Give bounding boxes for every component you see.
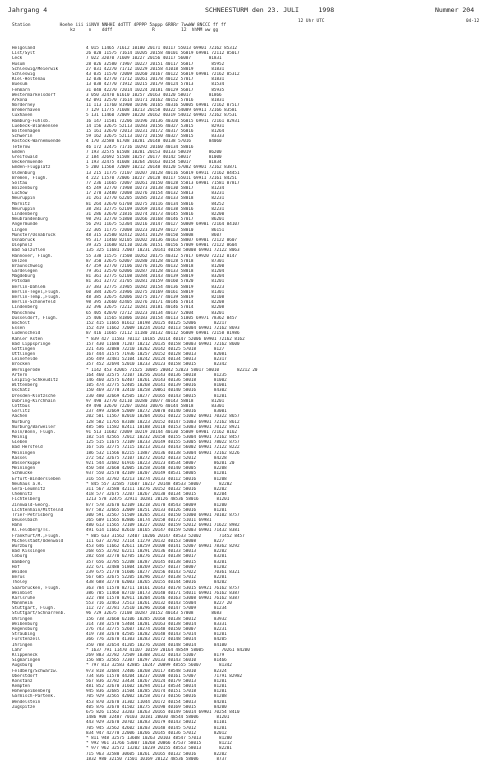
station-name: Chemnitz — [12, 492, 33, 498]
station-row — [12, 757, 492, 762]
station-values: 4 170 32580 61708 10281 20148 40138 57016 84060 — [86, 139, 222, 145]
station-name: Braunschweig — [12, 263, 43, 269]
station-values: 15 161 32670 72013 10231 20172 40317 56016 81264 — [86, 129, 225, 134]
station-name: Lahr — [12, 647, 23, 653]
station-name: Meinig — [12, 435, 28, 441]
station-name: Hohenpeißenberg — [12, 689, 51, 695]
station-values: * 811 948 32575 13608 10263 20103 48547 57013 81200 — [86, 735, 232, 741]
issue-label: Jahrgang 4 — [8, 6, 48, 14]
station-name: Lingen — [12, 227, 28, 233]
station-values: 87 416 11665 72112 11180 20132 40112 56009 69901 72158 81986 — [86, 331, 240, 337]
station-values: * 839 427 11583 70112 10185 20114 40147 52006 69901 72162 8162 — [86, 336, 245, 342]
station-values: 60 384 32675 31906 10275 20169 40161 58019 81301 — [86, 289, 225, 295]
document-title: SCHNEESTURM den 23. JULI 1998 — [205, 6, 335, 14]
station-values: 921 544 32682 61916 10223 20123 48534 58007 86201 20 — [86, 461, 235, 466]
station-name: Husum — [12, 61, 25, 67]
station-values: 366 776 32670 41303 10283 20172 40148 58014 84205 — [86, 637, 227, 643]
station-values: 5 131 11460 72009 10220 20162 40319 54012 69901 72162 87531 — [86, 113, 237, 119]
station-values: * 1637 791 11470 41107 10159 20164 48549 58005 70261 84200 — [86, 647, 250, 653]
station-name: Hahn — [12, 523, 23, 529]
station-name: Görlitz — [12, 409, 30, 415]
station-values: 237 499 32669 52009 10272 20070 40140 58016 83001 — [86, 409, 227, 415]
station-values: 357 452 32694 52010 10233 20123 40158 58015 82342 — [86, 362, 227, 368]
station-name: Garmisch-Partenk. — [12, 694, 56, 700]
station-name: Teterow — [12, 144, 30, 150]
station-values: 480 613 11565 72109 10227 20102 40159 52012 69901 71622 8982 — [86, 523, 240, 529]
station-name: Würzburg — [12, 544, 33, 549]
station-values: 16 147 11581 72206 10196 20136 40320 56015 69911 72161 82931 — [86, 118, 240, 124]
station-values: 48 315 32580 82412 10241 20129 40150 58008 8607 — [86, 232, 225, 238]
station-name: Klippeneck — [12, 652, 38, 658]
station-values: 167 444 31575 71936 10257 20152 40128 58013 82081 — [86, 352, 227, 358]
station-values: 715 963 32580 30605 10261 20165 40132 58016 82202 — [86, 751, 227, 757]
station-values: 7 193 32575 61508 10281 20153 40133 58019 86200 — [86, 149, 222, 155]
station-name: Weiden — [12, 569, 28, 575]
station-values: 39 325 11680 82110 10236 20151 40156 57009 69901 72122 8604 — [86, 243, 237, 249]
station-name: Oschatz — [12, 388, 30, 394]
station-values: * 1142 453 42065 71525 10085 20042 52023 58017 58010 82212 20 — [86, 367, 258, 373]
station-name: Kassel — [12, 455, 28, 461]
station-name: Hannover, Flugh. — [12, 253, 53, 259]
station-values: 77 236 11665 72007 10261 20150 40128 55013 69901 71581 87817 — [86, 180, 240, 186]
station-name: Berlin-Schönefeld — [12, 300, 56, 306]
station-name — [12, 757, 86, 762]
station-name: Emden-Flugplatz — [12, 165, 51, 171]
station-name: Deuselbach — [12, 518, 38, 524]
station-values: 481 852 32670 31602 10294 20113 48534 58014 81201 — [86, 684, 227, 690]
station-values: 150 469 32770 32410 10258 20061 40140 58016 84302 — [86, 388, 227, 394]
station-name: Bad Lippspringe — [12, 341, 51, 347]
column-header — [12, 23, 226, 33]
station-name: Magdeburg — [12, 274, 36, 280]
station-name: Artern — [12, 372, 28, 378]
station-values: 152 419 11662 72009 10224 20142 40113 56004 69901 72162 8693 — [86, 326, 240, 332]
station-values: 734 836 11570 44204 10237 20108 40161 57007 71791 82982 — [86, 673, 243, 679]
station-name: Rostock-Warnemuende — [12, 139, 61, 145]
station-name: Bad Hersfeld — [12, 445, 43, 451]
station-values: 112 727 32781 72510 10296 20160 40147 57009 81234 — [86, 606, 227, 612]
station-values: 268 655 32782 62211 10291 20136 40133 58013 82202 — [86, 549, 227, 555]
column-header-line-2: kz n ddff R 12 hhMM ww gg — [12, 28, 219, 33]
station-values: 13 215 11775 72107 10207 20128 40116 56019 69911 72162 84451 — [86, 170, 240, 176]
station-values: 45 249 32770 71908 10273 20138 40130 58017 81234 — [86, 186, 225, 192]
station-name: Emden — [12, 149, 25, 155]
station-name: Oldenburg — [12, 170, 36, 176]
station-name: Kl.Feldberg/Ts. — [12, 528, 51, 534]
station-name: Helgoland — [12, 46, 36, 51]
station-values: 14 156 32675 52113 10283 20156 40327 53015 82931 — [86, 123, 225, 129]
station-name: Bremerhaven — [12, 108, 41, 114]
station-name: Meiningen — [12, 466, 36, 472]
station-name: Schleswig/Meierwik — [12, 66, 59, 72]
station-name: Berlin-Dahlem — [12, 284, 46, 290]
station-name: Cottbus — [12, 403, 30, 409]
station-name: Stuttgart, Flugh. — [12, 606, 56, 612]
station-name: Leipzig-Schkeuditz — [12, 378, 59, 383]
station-name: Soltau — [12, 180, 28, 186]
station-values: 56 291 11675 52304 10216 20147 40127 50009 69901 72164 84107 — [86, 222, 240, 228]
report-code: 04-12 — [466, 19, 480, 24]
station-values: 316 554 32782 42213 10274 20133 40112 58016 81208 — [86, 476, 227, 482]
station-name: Gardelegen — [12, 269, 38, 275]
station-values: 25 406 11565 81806 10183 20154 40113 51005 69971 78362 8457 — [86, 315, 237, 321]
station-name: Schmücke — [12, 471, 33, 477]
station-name: Wernigerode — [12, 367, 41, 373]
station-values: 59 162 32675 52113 10272 20150 40327 58015 83333 — [86, 134, 225, 140]
station-name: Neubrandenburg — [12, 217, 48, 223]
station-name: Meiningen — [12, 450, 36, 456]
column-header-line-1: Station Hoehe iii iiNVV NNHHI ddTTT 4PPPP 5appp 6RRRr 7wwWW 8NCCC ff ff — [12, 23, 227, 28]
station-values: 98 395 32660 42405 10276 20171 40146 57014 82208 — [86, 300, 225, 306]
station-values: 553 716 32463 72513 10261 20132 40143 55004 8227 20 — [86, 601, 232, 607]
station-values: 5 200 11568 72009 10212 20148 40120 57002 69901 72162 83871 — [86, 165, 237, 171]
station-values: 1832 980 32150 71501 10169 20122 48536 58006 8737 — [86, 756, 230, 762]
station-name: Bad Salzuflen — [12, 248, 46, 254]
station-values: 221 436 32080 72210 10262 20142 40125 57018 8127 — [86, 346, 225, 352]
station-values: 567 836 32782 33434 10267 20124 40179 58013 81201 — [86, 678, 227, 684]
station-name: Manschnow — [12, 310, 36, 316]
station-name: Dresden-Klotzsche — [12, 393, 56, 399]
station-name: Tholey — [12, 580, 28, 586]
station-values: 405 876 32670 41502 10275 20190 40169 58015 84200 — [86, 704, 227, 710]
station-values: 386 705 11460 82710 10173 20140 40171 54011 69901 76162 8387 — [86, 590, 240, 596]
station-values: 419 738 32670 42505 10282 20148 40143 57014 81201 — [86, 632, 227, 638]
station-values: 95 317 11460 82105 10202 20136 40163 58007 69901 72122 8607 — [86, 237, 237, 243]
station-name: Angermünde — [12, 222, 38, 228]
station-name: Weinbiet — [12, 590, 33, 596]
station-values: 31 040 42270 72014 10224 20181 40129 56017 85935 — [86, 87, 225, 93]
station-values: 42 091 32570 71614 10171 20162 40152 57016 81831 — [86, 97, 225, 103]
station-values: 96 729 32675 72108 10287 20152 40143 57008 8683 — [86, 611, 222, 617]
station-values: 300 591 32567 51509 10265 20131 40150 51000 69901 70102 8757 — [86, 512, 240, 518]
station-name: Gera-Leumnitz — [12, 486, 46, 492]
station-values: 239 675 21770 51606 10277 20156 40143 57022 70361 8321 — [86, 569, 240, 575]
station-values: 265 609 11565 82806 10174 20158 40172 51011 69981 — [86, 518, 230, 524]
station-values: 7 129 11775 71608 10213 20158 40322 54009 69911 72166 83581 — [86, 108, 237, 114]
station-name: Bocholt — [12, 320, 30, 326]
station-values: 46 172 32475 71716 10292 20160 40134 58016 — [86, 144, 212, 150]
station-values: 1213 578 32475 32911 10281 20126 48536 58016 81201 — [86, 497, 230, 503]
station-values: 186 532 11566 82215 11887 20136 40138 53004 69901 72162 8226 — [86, 450, 240, 456]
station-values: 4 015 11465 71612 10180 20171 40117 55013 69901 72162 85312 — [86, 46, 237, 51]
station-name: Regensburg — [12, 627, 38, 632]
station-name: Stuttgart/Schnarrenb. — [12, 611, 66, 617]
station-values: 26 020 11575 71614 10205 20158 40101 56019 69901 72112 85017 — [86, 51, 240, 57]
station-values: 81 361 32775 62108 10284 20143 40139 58019 83204 — [86, 274, 225, 280]
station-values: 485 506 11582 82411 10188 20110 40153 53003 69901 70122 8921 — [86, 424, 240, 430]
station-name: Cuxhaven — [12, 113, 33, 119]
station-name: Lindenberg — [12, 305, 38, 311]
station-values: 945 836 32685 31504 10285 20174 40151 57018 81201 — [86, 689, 227, 695]
station-name: Lüchow — [12, 191, 28, 197]
station-name: Lichtenhain/Mittelnd — [12, 507, 64, 513]
station-values: 135 325 11681 72007 10231 20141 40158 58008 69901 72122 8063 — [86, 248, 240, 254]
station-values: 81 264 32670 61708 10275 20116 40134 58016 84252 — [86, 201, 225, 207]
station-name: Berlin-Temp.,Flugh. — [12, 295, 61, 300]
station-name: Neuruppin — [12, 206, 36, 212]
station-values: 356 449 32481 52104 10242 20124 40134 58013 82317 — [86, 357, 227, 363]
station-values: 12 036 42770 71712 10261 20178 40122 57017 81831 — [86, 77, 225, 83]
station-name: Brocken — [12, 362, 30, 368]
station-name: Berus — [12, 575, 25, 581]
station-name: Leck — [12, 56, 23, 62]
station-values: 27 031 42270 71712 10229 20158 41018 58019 81831 — [86, 66, 225, 72]
station-values: 55 338 11575 71508 10262 20175 40312 57017 69920 72212 8147 — [86, 253, 237, 259]
station-values: 675 826 11562 33203 10263 20165 40149 56014 69901 70254 8410 — [86, 710, 240, 715]
station-values: 491 614 11662 82610 10165 20147 40159 52003 69901 71432 8381 — [86, 528, 240, 534]
station-values: 438 688 32770 62003 10265 20155 40144 58016 84202 — [86, 580, 227, 586]
station-name: Gießen — [12, 440, 28, 446]
station-values: 87 350 32675 62007 10280 20128 40128 57018 87301 — [86, 258, 225, 264]
station-name: Hof — [12, 564, 20, 570]
station-values: * 797 813 32583 42805 10247 20099 48555 56007 81342 — [86, 663, 232, 669]
station-values: 4 222 11570 72006 10227 20128 40117 55011 69911 72161 84251 — [86, 175, 237, 181]
station-values: 7 022 32070 71609 10227 20156 40117 56007 81831 — [86, 56, 222, 62]
station-values: 31 261 32770 62205 10285 20123 40133 58018 82231 — [86, 196, 225, 202]
station-name: Neuruppin — [12, 196, 36, 202]
station-values: 156 738 32660 62106 10285 20168 40138 58012 83932 — [86, 616, 227, 622]
station-name: Potsdam — [12, 279, 30, 285]
station-values: 47 359 32770 72106 10276 20126 40132 58018 81200 — [86, 263, 225, 269]
station-name: Mannheim — [12, 601, 33, 607]
station-values: 877 582 32665 32009 10251 20133 40126 58016 81201 — [86, 507, 227, 513]
station-name: Fichtelberg — [12, 497, 41, 503]
station-values: 98 291 32770 51808 10266 20168 40146 57017 86201 — [86, 217, 225, 223]
station-values: 81 361 32772 31705 10281 20159 40160 57020 81201 — [86, 279, 225, 285]
station-values: 453 646 11662 42611 10259 20108 40141 52007 69901 78362 8292 — [86, 544, 240, 549]
station-name: Münster/Osnabrück — [12, 232, 56, 238]
station-name: Osnabrück — [12, 237, 36, 243]
station-name: Dubring-Kirchhain — [12, 398, 56, 404]
station-name: Westermarkelsdorf — [12, 92, 56, 98]
station-name: Erfurt-Bindersleben — [12, 476, 61, 482]
station-table — [12, 46, 492, 762]
station-name: Sigmaringen — [12, 658, 41, 664]
station-name: Marnitz — [12, 201, 30, 207]
station-values: 357 656 32785 52208 10287 20145 40138 58015 83201 — [86, 559, 227, 565]
station-name: Fürstenzell — [12, 637, 41, 643]
station-name: Leinefelde — [12, 357, 38, 363]
station-name: Norderney — [12, 103, 36, 109]
station-name: Zinnwald-Georg. — [12, 502, 51, 508]
station-values: 105 474 32775 52405 10268 20141 40139 58016 81001 — [86, 383, 227, 389]
station-values: 705 945 32562 42602 10203 20148 40145 57012 81201 — [86, 725, 227, 731]
station-name: Diepholz — [12, 243, 33, 249]
station-values: 314 738 32570 53404 10281 20163 40138 58014 83331 — [86, 621, 227, 627]
station-values: 111 637 32782 72114 11279 20132 40153 50008 8227 — [86, 538, 227, 544]
station-name: Kiel-Holtenau — [12, 77, 46, 83]
station-values: 157 430 11680 71207 10212 20135 40158 58003 69901 72162 8600 — [86, 341, 240, 347]
station-values: 1486 908 32487 70103 10181 20030 48544 58006 81201 — [86, 715, 230, 721]
station-values: 363 704 11570 82711 10161 20143 40178 53015 69921 76162 8757 — [86, 585, 240, 591]
station-name: Ueckermuende — [12, 160, 43, 166]
station-values: 167 516 32775 72115 10213 20133 40143 56002 69901 72122 8222 — [86, 445, 240, 451]
station-values: 282 658 32770 62705 10276 20123 40138 58017 83201 — [86, 554, 227, 560]
station-name: Lindenberg — [12, 212, 38, 217]
station-values: 13 038 42770 71912 10215 20179 40124 57013 81534 — [86, 82, 225, 88]
station-values: 38 281 32775 62109 10269 20143 40138 58016 82231 — [86, 206, 225, 212]
station-values: 31 286 32670 21816 10274 20173 40145 58016 82200 — [86, 212, 225, 217]
station-values: 705 929 32565 42002 10258 20173 40156 58016 81208 — [86, 694, 227, 700]
station-values: 79 361 32570 62006 10287 20128 40133 58018 81204 — [86, 269, 225, 275]
station-values: 65 405 42070 72712 10223 20134 40137 52004 83201 — [86, 310, 225, 316]
station-name: Düsseldorf, Flugh. — [12, 315, 59, 321]
station-values: 450 548 32660 42005 10258 20148 40140 58005 82208 — [86, 466, 227, 472]
station-values: 350 788 32654 41205 10276 20184 40148 58014 84100 — [86, 642, 227, 648]
station-values: 322 671 32480 51804 10269 20157 40137 58007 81202 — [86, 564, 227, 570]
station-name: Schwerin — [12, 134, 33, 140]
station-name: Öhringen — [12, 616, 33, 622]
station-values: * 977 962 32572 13202 10239 20155 48553 58013 82201 — [86, 746, 232, 752]
station-name: List/Sylt — [12, 51, 36, 57]
station-values: 230 480 32669 42505 10277 20165 40143 58015 81201 — [86, 393, 227, 399]
station-name: Aachen — [12, 414, 28, 420]
station-name: Berlin-Tegel,Flugh. — [12, 289, 61, 295]
station-name: Lüdenscheid — [12, 331, 41, 337]
station-values: 269 803 32782 72509 10308 20132 40143 51007 8179 — [86, 652, 227, 658]
station-values: 125 515 11675 72109 10233 20149 40155 53005 69901 78022 8757 — [86, 440, 240, 446]
station-name: Uelzen — [12, 258, 28, 264]
station-name: Wittenberg — [12, 383, 38, 389]
station-name: Michelstadt/Odenwald — [12, 538, 64, 544]
station-values: 322 708 11570 82911 10204 20146 40163 53008 69901 76162 8387 — [86, 595, 240, 601]
station-name: Boltenhagen — [12, 129, 41, 134]
station-name: Arkona — [12, 97, 28, 103]
station-values: 22 305 11775 72008 10223 20129 40127 58010 86151 — [86, 227, 225, 233]
station-name: Luebeck-Blankensee — [12, 123, 59, 129]
station-name: Schleswig — [12, 71, 36, 77]
station-name: Kahler Asten — [12, 336, 43, 342]
station-name: Wendelstein — [12, 699, 41, 705]
station-name: Straubing — [12, 632, 36, 638]
station-values: 128 502 11765 83108 10223 20152 40147 51003 69901 72162 8612 — [86, 419, 240, 425]
station-name: Konstanz — [12, 678, 33, 684]
station-name: Fehmarn — [12, 87, 30, 93]
station-values: 311 567 32580 42111 10276 20152 40132 58016 82202 — [86, 486, 227, 492]
station-values: * 992 961 31766 53007 10268 20066 47537 58015 81212 — [86, 741, 232, 747]
station-values: 567 685 32675 52205 10296 20137 40138 57012 82201 — [86, 575, 227, 581]
station-values: 37 383 32775 31905 10282 20154 40136 58019 83223 — [86, 284, 225, 290]
station-values: 17 270 32480 72008 10276 20154 40132 58013 83231 — [86, 191, 225, 197]
station-values: 276 743 32775 52607 10274 20148 40150 58007 82231 — [86, 627, 227, 632]
station-values: 453 870 32670 31302 11044 20172 40154 58013 84201 — [86, 699, 227, 705]
station-name: Essen — [12, 326, 25, 332]
station-name: Neuhaus a.R. — [12, 481, 43, 487]
station-values: 164 460 32575 72107 10256 20143 40136 58018 81235 — [86, 372, 227, 378]
station-name: Karlsruhe — [12, 595, 36, 601]
station-values: 32 396 32675 72212 10281 20181 40146 57014 82208 — [86, 305, 225, 311]
station-name: Oberstdorf — [12, 673, 38, 679]
station-name: Bad Kissingen — [12, 549, 46, 555]
station-values: 156 805 32565 72307 10297 20133 40143 56010 81466 — [86, 658, 227, 664]
station-values: 877 578 32670 62109 10218 20170 48543 58009 81200 — [86, 502, 227, 508]
station-values: 272 542 32675 72107 10272 20142 40133 52012 84228 — [86, 455, 227, 461]
station-name: Buesum — [12, 82, 28, 88]
station-values: 182 514 42565 72012 10232 20158 40155 53004 69901 72162 8457 — [86, 435, 240, 441]
station-name: Ihringen — [12, 642, 33, 648]
station-name: Boizenburg — [12, 186, 38, 192]
station-name: Weißenburg — [12, 621, 38, 627]
station-name: Zugspitze — [12, 704, 36, 710]
station-values: 834 947 42770 22006 10266 20145 40136 57012 82012 — [86, 730, 227, 736]
number-label: Nummer 204 — [435, 6, 475, 14]
station-values: 1 193 32475 41608 10264 20163 40154 58017 81834 — [86, 160, 222, 166]
station-values: 937 550 32570 42109 10207 20149 48531 58005 81201 — [86, 471, 227, 477]
station-values: 146 460 32575 62407 10261 20143 40136 58018 81002 — [86, 378, 227, 383]
station-values: 2 184 32692 51508 10257 20177 40142 58017 81000 — [86, 154, 222, 160]
station-values: * 805 633 31562 72407 10206 20147 48533 52002 71452 8457 — [86, 533, 245, 539]
station-name: Augsburg — [12, 663, 33, 669]
station-name: Köln/Bonn, Flugh. — [12, 429, 56, 435]
station-name: Hamburg-Fuhlsb. — [12, 118, 51, 124]
station-values: 28 026 32580 71907 10227 20151 40117 56017 85952 — [86, 61, 225, 67]
station-name: Saarbrücken, Flugh. — [12, 585, 61, 591]
station-name: Greifswald — [12, 154, 38, 160]
station-name: Bamberg — [12, 559, 30, 565]
station-values: 418 577 32675 72207 10267 20130 40134 58015 82204 — [86, 492, 227, 498]
station-values: 973 818 32684 72406 10268 20117 48548 53010 82324 — [86, 668, 227, 674]
station-values: 152 415 11665 81612 10198 20125 40125 52006 82217 — [86, 320, 227, 326]
station-name: Kempten — [12, 684, 30, 690]
station-name: Bremen, Flugh. — [12, 175, 48, 181]
station-values: 48 385 32675 42006 10275 20177 40139 58019 82108 — [86, 295, 225, 300]
station-values: 97 490 32770 42110 10280 20077 40143 58018 81201 — [86, 398, 225, 404]
station-values: 43 035 11570 72009 10260 20167 40122 56019 69901 72162 85312 — [86, 71, 240, 77]
station-values: 3 050 32470 61610 10257 20163 40120 58017 81866 — [86, 92, 222, 98]
station-values: 443 929 32670 20702 10283 20179 40143 58012 81101 — [86, 720, 227, 726]
station-values: 202 501 11567 82010 10204 20161 40122 51002 69901 70322 8657 — [86, 414, 240, 420]
station-values: * 845 557 32585 71607 10217 20148 48533 58007 82202 — [86, 481, 232, 487]
station-name: Wasserkuppe — [12, 461, 41, 466]
report-time: 12 Uhr UTC — [298, 19, 325, 24]
station-name: Göttingen — [12, 346, 36, 352]
station-name: Uttlingen — [12, 352, 36, 358]
station-values: 11 113 11760 81908 10196 20165 40316 50005 69901 72162 87517 — [86, 103, 240, 109]
station-name: Coburg — [12, 554, 28, 560]
station-values: 49 490 32670 72207 10283 20076 40144 58018 83301 — [86, 403, 225, 409]
station-values: 91 513 11682 72009 10219 20144 40130 55009 69901 72162 8162 — [86, 429, 237, 435]
station-name: Nürburg/Barweiler — [12, 424, 56, 430]
station-name: Feldberg/Schwarzw. — [12, 668, 59, 674]
station-name: Frankfurt/M.,Flugh. — [12, 533, 61, 539]
station-name: Nürburg — [12, 419, 30, 425]
station-name: Trier-Petrisberg — [12, 512, 53, 518]
